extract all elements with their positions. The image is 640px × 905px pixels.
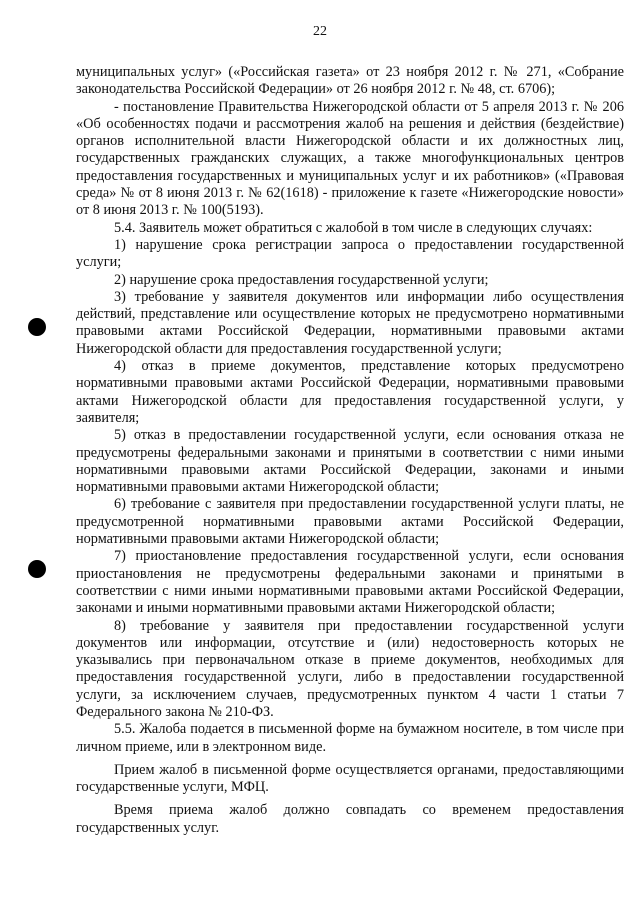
page-number: 22 xyxy=(313,24,327,39)
paragraph-written-complaints: Прием жалоб в письменной форме осуществляется органами, предоставляющими государственные услуги, МФЦ. xyxy=(76,761,624,796)
paragraph-regional-decree: - постановление Правительства Нижегородской области от 5 апреля 2013 г. № 206 «Об особенностях подачи и рассмотрения жалоб на решения и действия (бездействие) органов исполнительной власти Нижегородской области и их должностных лиц, государственных гражданских служащих, а также многофункциональных центров предоставления государственных и муниципальных услуг и их работников» («Правовая среда» № от 8 июня 2013 г. № 62(1618) - приложение к газете «Нижегородские новости» от 8 июня 2013 г. № 100(5193). xyxy=(76,98,624,219)
list-item-1: 1) нарушение срока регистрации запроса о предоставлении государственной услуги; xyxy=(76,236,624,271)
binder-hole-top xyxy=(28,318,46,336)
list-item-8: 8) требование у заявителя при предоставлении государственной услуги документов или информации, отсутствие и (или) недостоверность которых не указывались при первоначальном отказе в приеме документов, необходимых для предоставления государственной услуги, либо в предоставлении государственной услуги, за исключением случаев, предусмотренных пунктом 4 части 1 статьи 7 Федерального закона № 210-ФЗ. xyxy=(76,617,624,720)
document-body xyxy=(76,64,624,837)
list-item-2: 2) нарушение срока предоставления государственной услуги; xyxy=(114,271,489,288)
binder-hole-bottom xyxy=(28,560,46,578)
paragraph-reception-time: Время приема жалоб должно совпадать со временем предоставления государственных услуг. xyxy=(76,802,624,836)
list-item-7: 7) приостановление предоставления государственной услуги, если основания приостановления не предусмотрены федеральными законами и принятыми в соответствии с ними иными нормативными правовыми актами Российской Федерации, законами и иными нормативными правовыми актами Нижегородской области; xyxy=(76,548,624,617)
list-item-6: 6) требование с заявителя при предоставлении государственной услуги платы, не предусмотренной нормативными правовыми актами Российской Федерации, нормативными правовыми актами Нижегородской области; xyxy=(76,496,624,548)
list-item-3: 3) требование у заявителя документов или информации либо осуществления действий, представление или осуществление которых не предусмотрено нормативными правовыми актами Российской Федерации, нормативными правовыми актами Нижегородской области для предоставления государственной услуги; xyxy=(76,288,624,357)
paragraph-5-4: 5.4. Заявитель может обратиться с жалобой в том числе в следующих случаях: xyxy=(114,219,593,236)
paragraph-5-5: 5.5. Жалоба подается в письменной форме на бумажном носителе, в том числе при личном приеме, или в электронном виде. xyxy=(76,721,624,755)
paragraph-law-reference-continued: муниципальных услуг» («Российская газета» от 23 ноября 2012 г. № 271, «Собрание законодательства Российской Федерации» от 26 ноября 2012 г. № 48, ст. 6706); xyxy=(76,64,624,98)
list-item-4: 4) отказ в приеме документов, представление которых предусмотрено нормативными правовыми актами Российской Федерации, нормативными правовыми актами Нижегородской области для предоставления государственной услуги, у заявителя; xyxy=(76,358,624,426)
list-item-5: 5) отказ в предоставлении государственной услуги, если основания отказа не предусмотрены федеральными законами и принятыми в соответствии с ними иными нормативными правовыми актами Российской Федерации, законами и иными нормативными правовыми актами Нижегородской области; xyxy=(76,427,624,496)
